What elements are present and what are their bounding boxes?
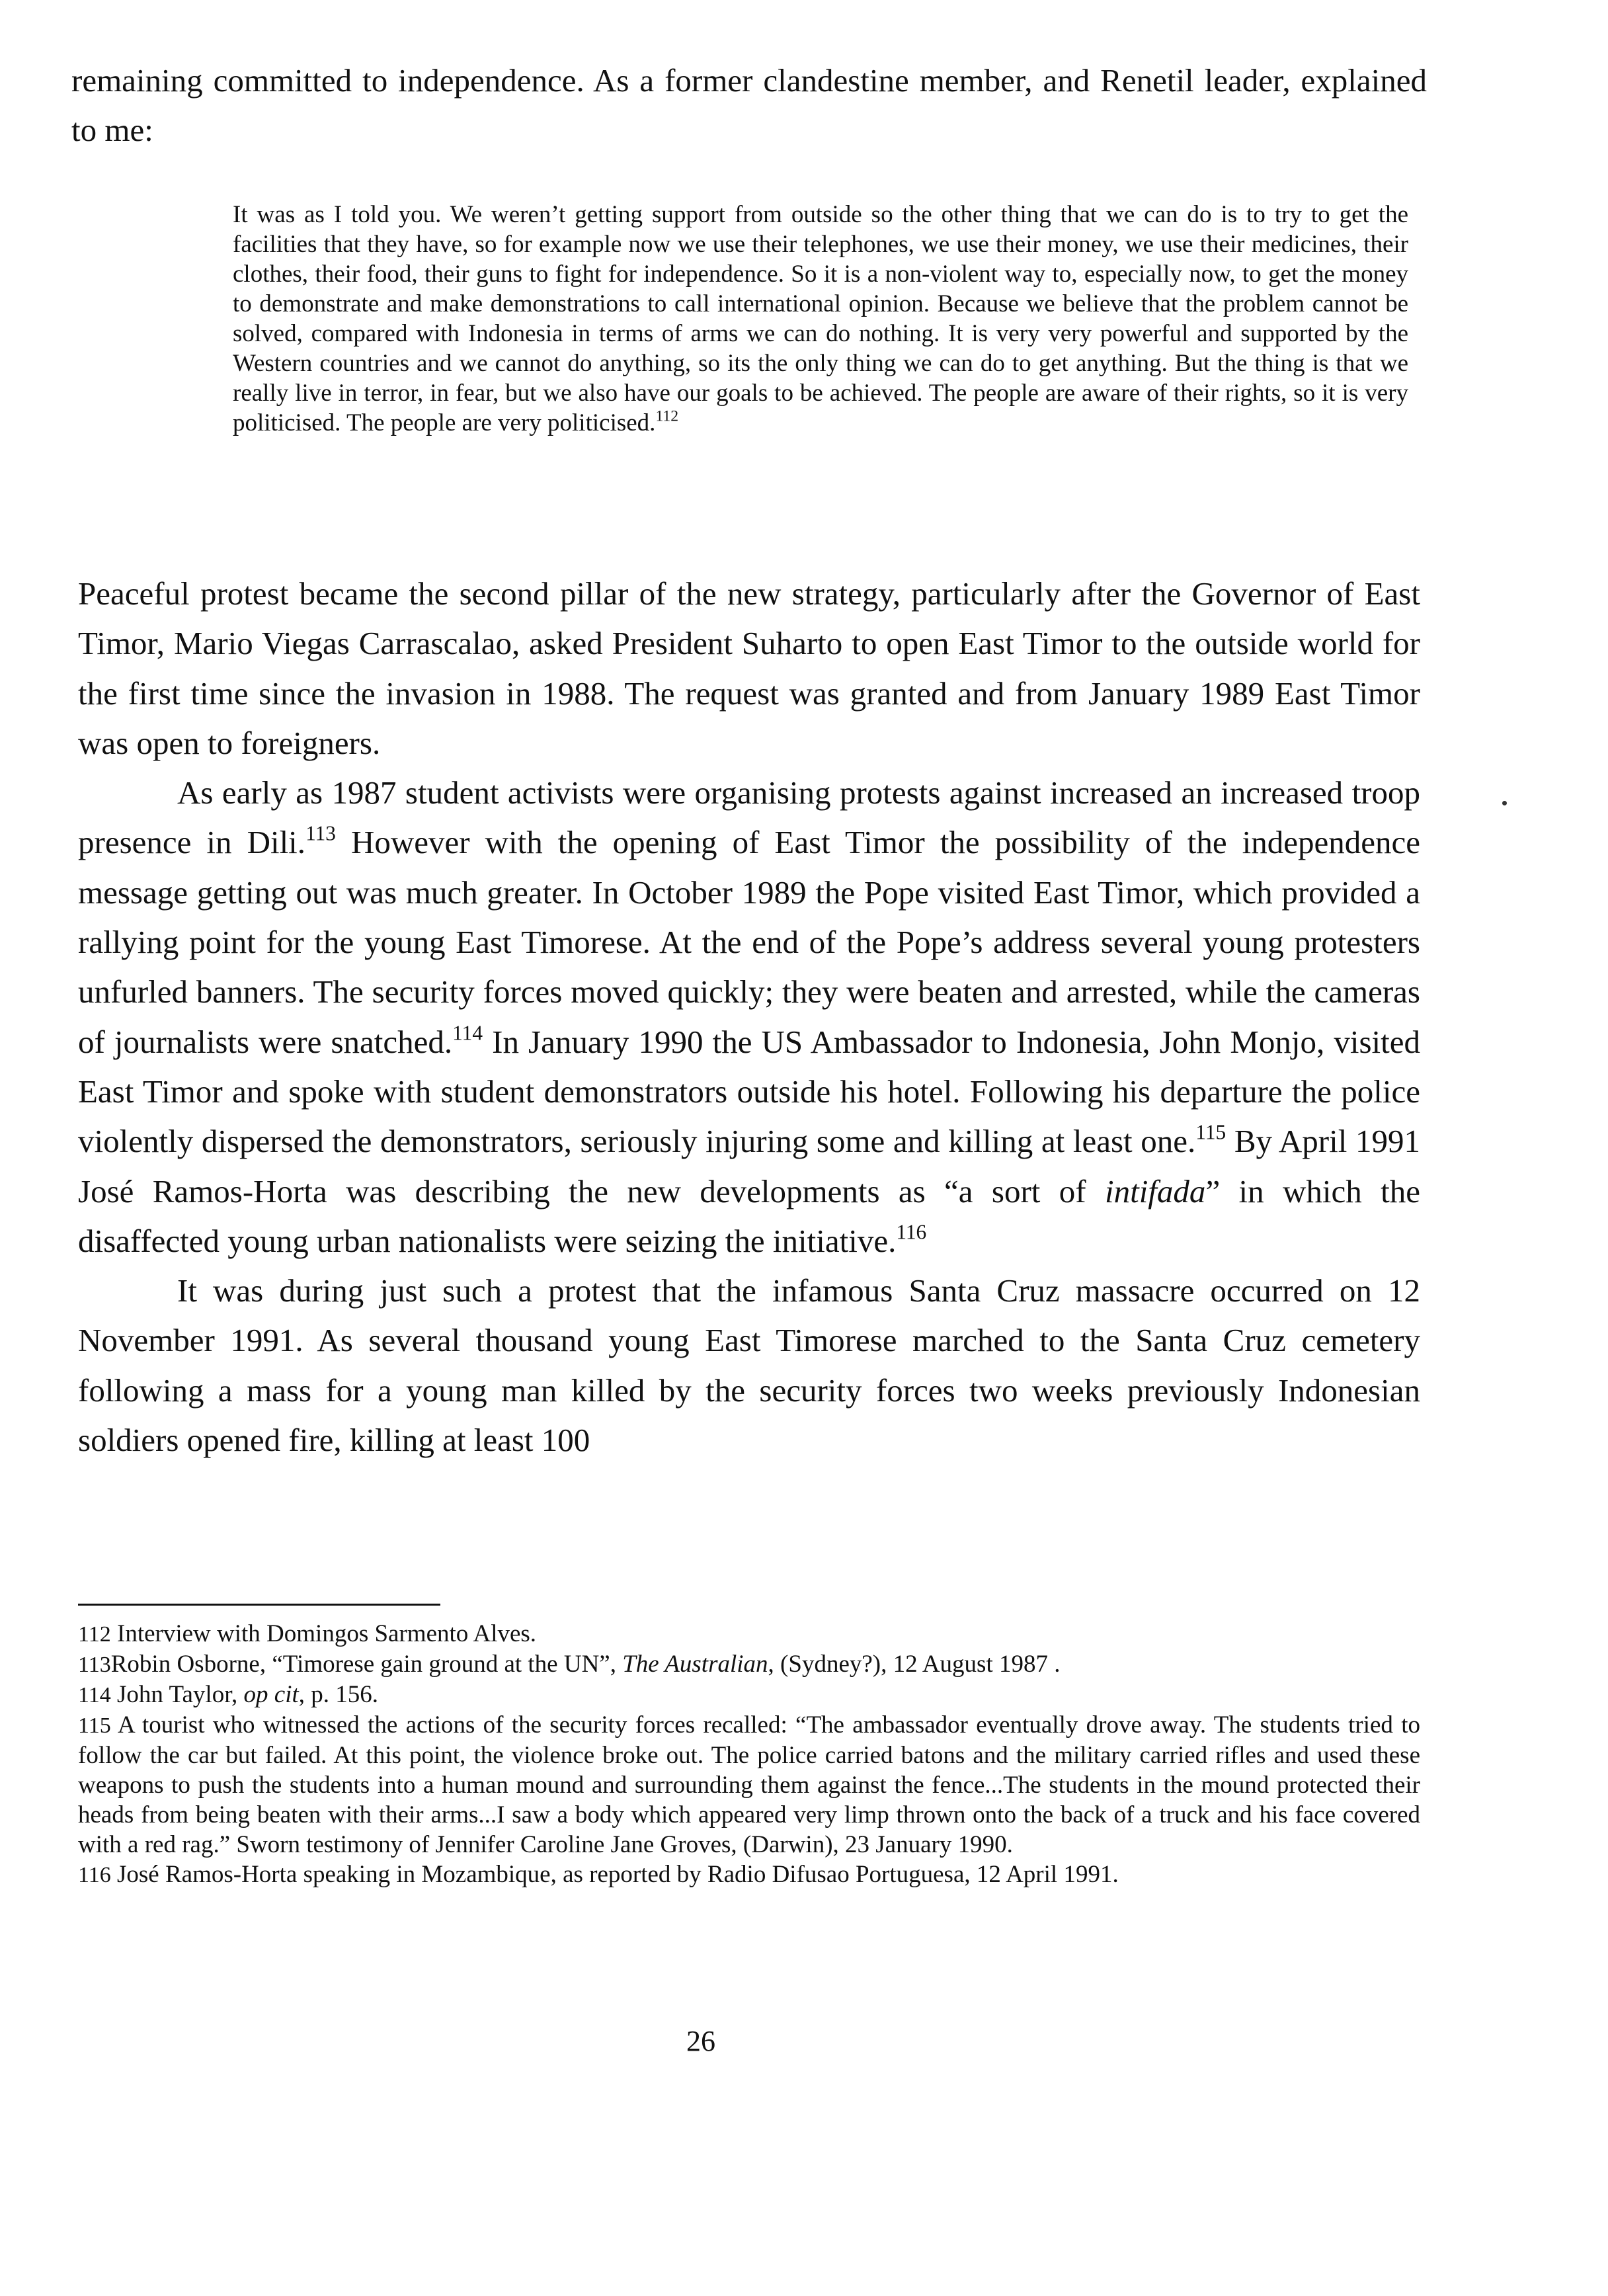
footnote-116 (78, 1860, 1420, 1890)
footnote-114 (78, 1680, 1420, 1710)
footnote-112 (78, 1619, 1420, 1649)
footnotes (78, 1619, 1420, 1890)
body-text (78, 569, 1420, 1465)
page-number: 26 (686, 2025, 715, 2057)
italic-term: intifada (1104, 1172, 1206, 1210)
publication-title: The Australian (622, 1651, 768, 1678)
footnote-number: 113 (78, 1653, 111, 1677)
paragraph-text: In January 1990 the US Ambassador to Indonesia, John Monjo, visited East Timor and spoke with student demonstrators outside his hotel. Following his departure the police violently dispersed the demonstrators, seriously injuring some and killing at least one. (78, 1023, 1420, 1160)
footnote-number: 112 (78, 1622, 111, 1647)
paragraph-text: ” in which the disaffected young urban nationalists were seizing the initiative. (78, 1172, 1420, 1259)
interview-block-quote (233, 200, 1408, 438)
footnote-text: José Ramos-Horta speaking in Mozambique, as reported by Radio Difusao Portuguesa, 12 April 1991. (110, 1861, 1119, 1888)
footnote-number: 116 (78, 1863, 111, 1887)
paragraph-santa-cruz: It was during just such a protest that the infamous Santa Cruz massacre occurred on 12 November 1991. As several thousand young East Timorese marched to the Santa Cruz cemetery following a mass for a young man killed by the security forces two weeks previously Indonesian soldiers opened fire, killing at least 100 (78, 1272, 1420, 1459)
footnote-text: Robin Osborne, “Timorese gain ground at the UN”, (110, 1651, 623, 1678)
footnote-text: A tourist who witnessed the actions of the security forces recalled: “The ambassador eventually drove away. The students tried to follow the car but failed. At this point, the violence broke out. The police carried batons and the military carried rifles and used these weapons to push the students into a human mound and surrounding them against the fence...The students in the mound protected their heads from being beaten with their arms...I saw a body which appeared very limp thrown onto the back of a truck and his face covered with a red rag.” Sworn testimony of Jennifer Caroline Jane Groves, (Darwin), 23 January 1990. (78, 1711, 1420, 1858)
footnote-ref-115[interactable]: 115 (1195, 1120, 1226, 1144)
quote-text: It was as I told you. We weren’t getting support from outside so the other thing that we can do is to try to get the facilities that they have, so for example now we use their telephones, we use their money, we use their medicines, their clothes, their food, their guns to fight for independence. So it is a non-violent way to, especially now, to get the money to demonstrate and make demonstrations to call international opinion. Because we believe that the problem cannot be solved, compared with Indonesia in terms of arms we can do nothing. It is very very powerful and supported by the Western countries and we cannot do anything, so its the only thing we can do to get anything. But the thing is that we really live in terror, in fear, but we also have our goals to be achieved. The people are aware of their rights, so it is very politicised. The people are very politicised. (233, 201, 1408, 436)
footnote-ref-112[interactable]: 112 (655, 407, 679, 425)
footnote-text: , (Sydney?), 12 August 1987 . (768, 1651, 1061, 1678)
intro-paragraph: remaining committed to independence. As a former clandestine member, and Renetil leader, explained to me: (71, 62, 1427, 148)
footnote-number: 114 (78, 1683, 111, 1707)
paragraph-text: By April 1991 José Ramos-Horta was describing the new developments as “a sort of (78, 1123, 1420, 1210)
paragraph-text: As early as 1987 student activists were organising protests against increased an increased troop presence in Dili. (78, 774, 1420, 861)
footnote-ref-116[interactable]: 116 (896, 1220, 927, 1244)
footnote-ref-113[interactable]: 113 (305, 822, 336, 846)
paragraph-student-activists (78, 768, 1420, 1266)
footnote-text: , p. 156. (298, 1681, 379, 1708)
scan-mark (1502, 801, 1507, 805)
footnote-115 (78, 1710, 1420, 1860)
paragraph-text: However with the opening of East Timor the possibility of the independence message getting out was much greater. In October 1989 the Pope visited East Timor, which provided a rallying point for the young East Timorese. At the end of the Pope’s address several young protesters unfurled banners. The security forces moved quickly; they were beaten and arrested, while the cameras of journalists were snatched. (78, 824, 1420, 1060)
footnote-ref-114[interactable]: 114 (452, 1021, 483, 1045)
citation-abbrev: op cit (243, 1681, 299, 1708)
footnote-divider (78, 1604, 440, 1606)
footnote-text: John Taylor, (110, 1681, 244, 1708)
footnote-113 (78, 1649, 1420, 1680)
footnote-number: 115 (78, 1713, 111, 1738)
paragraph-peaceful-protest: Peaceful protest became the second pillar of the new strategy, particularly after the Governor of East Timor, Mario Viegas Carrascalao, asked President Suharto to open East Timor to the outside world for the first time since the invasion in 1988. The request was granted and from January 1989 East Timor was open to foreigners. (78, 575, 1420, 761)
footnote-text: Interview with Domingos Sarmento Alves. (110, 1620, 537, 1647)
